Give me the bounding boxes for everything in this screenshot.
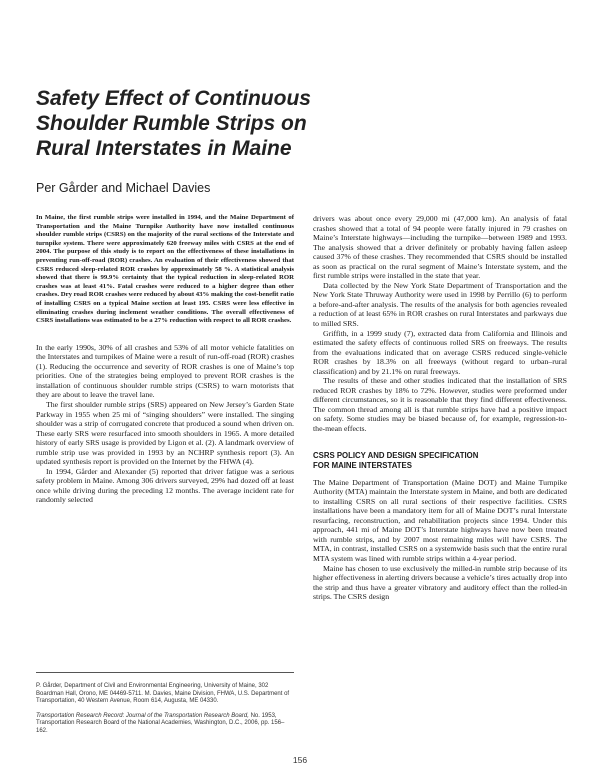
body-paragraph: Data collected by the New York State Department of Transportation and the New York State Thruway Authority were used in 1998 by Perrillo (6) to perform a before-and-after analysis. The results of the analysis for both agencies revealed a reduction of at least 65% in ROR crashes on rural Interstates and parkways due to milled SRS. bbox=[313, 280, 567, 329]
body-paragraph: Maine has chosen to use exclusively the milled-in rumble strip because of its higher effectiveness in alerting drivers because a vehicle’s tires actually drop into the strip and thus have a greater vibratory and auditory effect than the rolled-in strips. The CSRS design bbox=[313, 563, 567, 602]
title-line: Rural Interstates in Maine bbox=[36, 137, 292, 160]
footnotes bbox=[36, 672, 294, 736]
authors: Per Gårder and Michael Davies bbox=[36, 181, 211, 195]
right-column bbox=[313, 214, 567, 602]
title-line: Safety Effect of Continuous bbox=[36, 87, 311, 110]
footnote-journal bbox=[36, 713, 294, 736]
section-heading-line: CSRS POLICY AND DESIGN SPECIFICATION bbox=[313, 450, 479, 460]
journal-name: Transportation Research Record: Journal of the Transportation Research Board, bbox=[36, 712, 249, 719]
title-line: Shoulder Rumble Strips on bbox=[36, 112, 307, 135]
section-heading-line: FOR MAINE INTERSTATES bbox=[313, 461, 412, 471]
journal-details: No. 1953, Transportation Research Board of the National Academies, Washington, D.C., 2006, pp. 156–162. bbox=[36, 712, 285, 734]
page-number: 156 bbox=[292, 755, 308, 765]
left-column bbox=[36, 214, 294, 505]
body-paragraph: The first shoulder rumble strips (SRS) appeared on New Jersey’s Garden State Parkway in 1955 when 25 mi of “singing shoulders” were installed. The singing shoulder was a strip of corrugated concrete that produced a sound when driven on. These early SRS were resurfaced into smooth shoulders in 1965. A more detailed history of early SRS usage is provided by Ligon et al. (2). A landmark overview of rumble strip use was provided in 1993 by an NCHRP synthesis report (3). An updated synthesis report is provided on the Internet by the FHWA (4). bbox=[36, 400, 294, 467]
body-paragraph: The results of these and other studies indicated that the installation of SRS reduced ROR crashes by 18% to 72%. However, studies were preformed under different circumstances, so it is reasonable that they find different effectiveness. The common thread among all is that rumble strips have had a positive impact on safety. Some studies may be biased because of, for example, regression-to-the-mean effects. bbox=[313, 376, 567, 434]
body-paragraph: In the early 1990s, 30% of all crashes and 53% of all motor vehicle fatalities on the Interstates and turnpikes of Maine were a result of run-off-road (ROR) crashes (1). Reducing the occurrence and severity of ROR crashes is one of Maine’s top priorities. One of the strategies being employed to prevent ROR crashes is the installation of continuous shoulder rumble strips (CSRS) to warn motorists that they are about to leave the travel lane. bbox=[36, 342, 294, 400]
footnote-affiliation: P. Gårder, Department of Civil and Environmental Engineering, University of Maine, 302 Boardman Hall, Orono, ME 04469-5711. M. Davies, Maine Division, FHWA, U.S. Department of Transportation, 40 Western Avenue, Room 614, Augusta, ME 04330. bbox=[36, 683, 290, 705]
body-paragraph: In 1994, Gårder and Alexander (5) reported that driver fatigue was a serious safety problem in Maine. Among 306 drivers surveyed, 29% had dozed off at least once while driving during the preceding 12 months. The average incident rate for randomly selected bbox=[36, 466, 294, 505]
body-paragraph: drivers was about once every 29,000 mi (47,000 km). An analysis of fatal crashes showed that a total of 94 people were fatally injured in 79 crashes on Maine’s Interstate highways—including the turnpike—between 1989 and 1993. The analysis showed that a driver definitely or probably having fallen asleep caused 37% of these crashes. They recommended that CSRS should be installed as soon as practical on the rural segment of Maine’s Interstate system, and the first rumble strips were installed in the state that year. bbox=[313, 214, 567, 281]
section-heading bbox=[313, 451, 567, 472]
paper-title bbox=[36, 86, 456, 161]
body-paragraph: The Maine Department of Transportation (Maine DOT) and Maine Turnpike Authority (MTA) maintain the Interstate system in Maine, and both are dedicated to installing CSRS on all rural sections of their respective facilities. CSRS installations have been a mandatory item for all of Maine DOT’s rural Interstate resurfacing, reconstruction, and rehabilitation projects since 1994. Under this approach, 441 mi of Maine DOT’s Interstate highways have now been treated with rumble strips, and by 2007 most remaining miles will have CSRS. The MTA, in contrast, installed CSRS on a systemwide basis such that the entire rural MTA system was lined with rumble strips within a 4-year period. bbox=[313, 477, 567, 563]
abstract: In Maine, the first rumble strips were installed in 1994, and the Maine Department of Transportation and the Maine Turnpike Authority have now installed continuous shoulder rumble strips (CSRS) on the majority of the rural sections of the Interstate and turnpike system. There were approximately 620 freeway miles with CSRS at the end of 2004. The purpose of this study is to report on the effectiveness of these installations in preventing run-off-road (ROR) crashes. An evaluation of their effectiveness showed that CSRS reduced sleep-related ROR crashes by approximately 58 %. A statistical analysis showed that there is 99.9% certainty that the typical reduction in sleep-related ROR crashes was at least 41%. Fatal crashes were reduced to a higher degree than other crashes. Dry road ROR crashes were reduced by about 43% making the cost-benefit ratio of installing CSRS on a typical Maine section at least 195. CSRS were less effective in eliminating crashes during inclement weather conditions. The overall effectiveness of CSRS installations was estimated to be a 27% reduction with respect to all ROR crashes. bbox=[36, 214, 294, 325]
body-paragraph: Griffith, in a 1999 study (7), extracted data from California and Illinois and estimated the safety effects of continuous rolled SRS on freeways. The results from the evaluations indicated that on average CSRS reduced single-vehicle ROR crashes by 18.3% on all freeways (without regard to urban–rural classification) and by 21.1% on rural freeways. bbox=[313, 328, 567, 376]
